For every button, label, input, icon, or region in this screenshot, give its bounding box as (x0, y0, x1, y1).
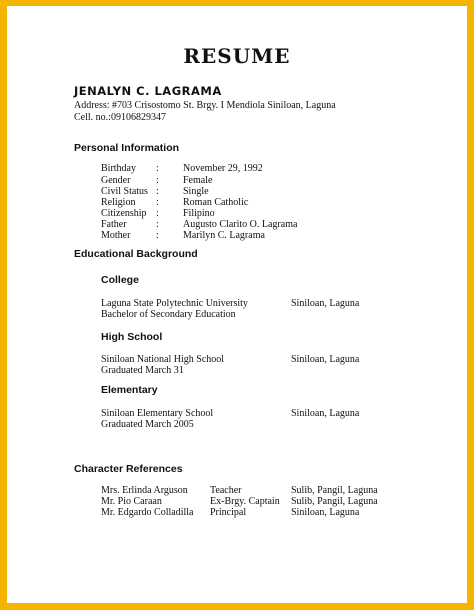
personal-sep: : (156, 163, 159, 174)
address-line: Address: #703 Crisostomo St. Brgy. I Mendiola Siniloan, Laguna (74, 100, 336, 111)
college-label: College (101, 274, 139, 286)
personal-label: Mother (101, 230, 131, 241)
resume-page (7, 6, 467, 603)
elementary-label: Elementary (101, 384, 158, 396)
personal-label: Civil Status (101, 186, 148, 197)
personal-sep: : (156, 197, 159, 208)
personal-label: Birthday (101, 163, 136, 174)
high-school-location: Siniloan, Laguna (291, 354, 360, 365)
personal-value: November 29, 1992 (183, 163, 263, 174)
personal-value: Roman Catholic (183, 197, 249, 208)
personal-label: Religion (101, 197, 136, 208)
college-school: Laguna State Polytechnic University (101, 298, 248, 309)
education-heading: Educational Background (74, 248, 198, 260)
high-school-detail: Graduated March 31 (101, 365, 184, 376)
personal-value: Filipino (183, 208, 215, 219)
reference-role: Principal (210, 507, 247, 518)
elementary-detail: Graduated March 2005 (101, 419, 194, 430)
reference-role: Ex-Brgy. Captain (210, 496, 280, 507)
personal-info-heading: Personal Information (74, 142, 180, 154)
elementary-location: Siniloan, Laguna (291, 408, 360, 419)
personal-label: Citizenship (101, 208, 147, 219)
personal-sep: : (156, 175, 159, 186)
personal-value: Marilyn C. Lagrama (183, 230, 265, 241)
personal-sep: : (156, 208, 159, 219)
reference-name: Mrs. Erlinda Arguson (101, 485, 188, 496)
reference-place: Sulib, Pangil, Laguna (291, 496, 378, 507)
reference-place: Siniloan, Laguna (291, 507, 360, 518)
personal-value: Augusto Clarito O. Lagrama (183, 219, 298, 230)
high-school-label: High School (101, 331, 163, 343)
cell-number: Cell. no.:09106829347 (74, 112, 166, 123)
reference-name: Mr. Edgardo Colladilla (101, 507, 194, 518)
reference-place: Sulib, Pangil, Laguna (291, 485, 378, 496)
college-detail: Bachelor of Secondary Education (101, 309, 236, 320)
references-heading: Character References (74, 463, 183, 475)
reference-role: Teacher (210, 485, 242, 496)
elementary-name: Siniloan Elementary School (101, 408, 214, 419)
personal-label: Gender (101, 175, 131, 186)
personal-value: Single (183, 186, 209, 197)
personal-value: Female (183, 175, 213, 186)
personal-label: Father (101, 219, 127, 230)
personal-sep: : (156, 186, 159, 197)
high-school-name: Siniloan National High School (101, 354, 225, 365)
resume-title: RESUME (183, 44, 291, 68)
applicant-name: JENALYN C. LAGRAMA (74, 84, 222, 98)
personal-sep: : (156, 230, 159, 241)
reference-name: Mr. Pio Caraan (101, 496, 162, 507)
personal-sep: : (156, 219, 159, 230)
college-location: Siniloan, Laguna (291, 298, 360, 309)
